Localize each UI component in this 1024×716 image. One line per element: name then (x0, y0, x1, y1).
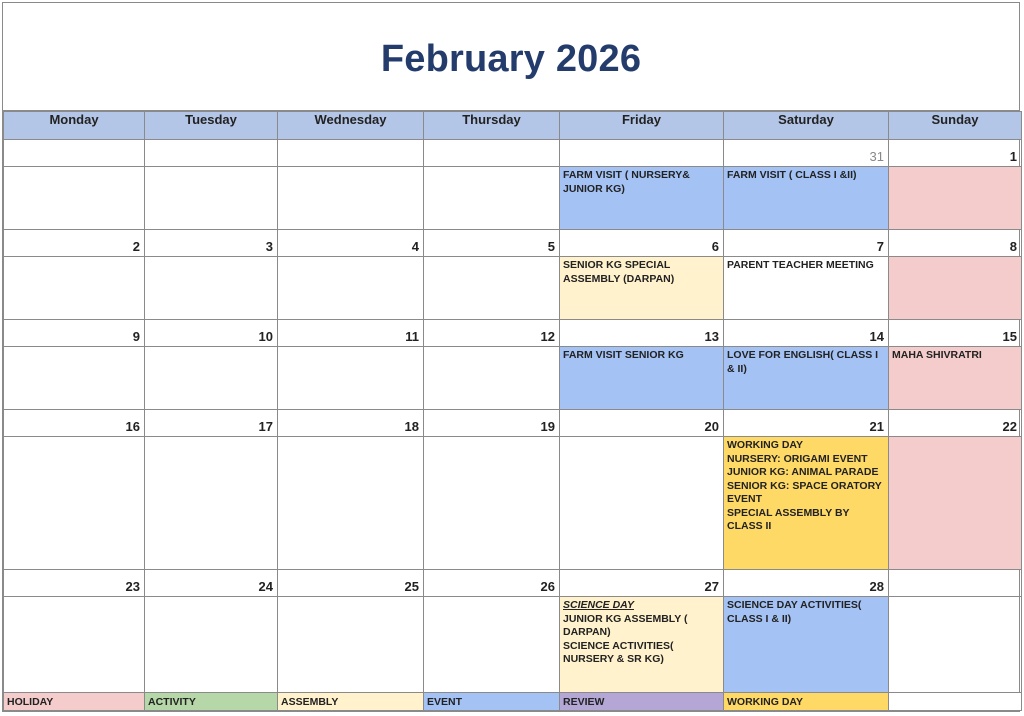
event-line: LOVE FOR ENGLISH( CLASS I & II) (727, 349, 879, 375)
week-1-events (4, 167, 1022, 230)
date-cell (724, 410, 889, 437)
event-text (724, 437, 888, 536)
event-text (145, 437, 277, 441)
date-cell (4, 140, 145, 167)
event-cell (889, 597, 1022, 693)
date-cell (889, 320, 1022, 347)
date-cell (145, 320, 278, 347)
date-cell (560, 570, 724, 597)
event-cell (424, 437, 560, 570)
event-line: SENIOR KG SPECIAL ASSEMBLY (DARPAN) (563, 259, 675, 285)
event-cell (4, 257, 145, 320)
event-text (424, 257, 559, 261)
event-text (560, 347, 723, 365)
calendar-grid (3, 111, 1022, 711)
event-cell (889, 437, 1022, 570)
event-text (724, 347, 888, 378)
week-4-dates (4, 410, 1022, 437)
event-line: FARM VISIT ( NURSERY& JUNIOR KG) (563, 169, 690, 195)
date-number: 2 (132, 239, 140, 254)
event-cell (724, 167, 889, 230)
event-text (424, 347, 559, 351)
date-cell (724, 140, 889, 167)
date-number: 19 (540, 419, 555, 434)
event-text (560, 257, 723, 288)
date-number: 14 (869, 329, 884, 344)
event-cell (724, 597, 889, 693)
date-number: 27 (704, 579, 719, 594)
event-cell (145, 437, 278, 570)
date-cell (724, 230, 889, 257)
date-number: 26 (540, 579, 555, 594)
event-cell (278, 257, 424, 320)
date-number: 8 (1009, 239, 1017, 254)
date-cell (278, 140, 424, 167)
event-cell (4, 347, 145, 410)
event-text (278, 437, 423, 441)
event-line: JUNIOR KG ASSEMBLY ( DARPAN) (563, 612, 688, 638)
date-cell (424, 410, 560, 437)
event-cell (424, 167, 560, 230)
date-number: 17 (258, 419, 273, 434)
date-number: 10 (258, 329, 273, 344)
legend-assembly: ASSEMBLY (278, 693, 424, 711)
event-cell (424, 257, 560, 320)
date-cell (145, 570, 278, 597)
event-text (424, 597, 559, 601)
event-cell (424, 597, 560, 693)
week-5-events (4, 597, 1022, 693)
event-cell (724, 257, 889, 320)
event-cell (560, 257, 724, 320)
date-cell (145, 230, 278, 257)
event-cell (145, 597, 278, 693)
event-text (278, 257, 423, 261)
date-number: 1 (1009, 149, 1017, 164)
date-number: 20 (704, 419, 719, 434)
date-cell (889, 140, 1022, 167)
date-number: 3 (265, 239, 273, 254)
event-text (4, 257, 144, 261)
event-text (560, 597, 723, 669)
week-5-dates (4, 570, 1022, 597)
event-line: SCIENCE ACTIVITIES( NURSERY & SR KG) (563, 639, 674, 665)
event-cell (560, 347, 724, 410)
event-cell (145, 167, 278, 230)
calendar-sheet (2, 2, 1020, 712)
event-text (4, 597, 144, 601)
event-text (145, 597, 277, 601)
date-number: 23 (125, 579, 140, 594)
event-line: PARENT TEACHER MEETING (727, 259, 874, 271)
event-line: SCIENCE DAY ACTIVITIES( CLASS I & II) (727, 599, 862, 625)
event-text (889, 257, 1021, 261)
event-cell (424, 347, 560, 410)
weekday-header-row (4, 112, 1022, 140)
date-cell (4, 410, 145, 437)
weekday-sunday: Sunday (889, 112, 1022, 140)
date-number: 5 (547, 239, 555, 254)
event-cell (145, 347, 278, 410)
event-cell (4, 437, 145, 570)
date-cell (560, 140, 724, 167)
weekday-tuesday: Tuesday (145, 112, 278, 140)
event-cell (560, 597, 724, 693)
event-cell (278, 597, 424, 693)
week-2-events (4, 257, 1022, 320)
event-text (4, 437, 144, 441)
event-text (424, 437, 559, 441)
legend-row (4, 693, 1022, 711)
event-line: SPECIAL ASSEMBLY BY CLASS II (727, 506, 850, 532)
event-text (424, 167, 559, 171)
date-number: 16 (125, 419, 140, 434)
date-cell (4, 230, 145, 257)
date-cell (4, 320, 145, 347)
event-text (145, 167, 277, 171)
weekday-friday: Friday (560, 112, 724, 140)
date-cell (4, 570, 145, 597)
event-text (4, 167, 144, 171)
event-cell (724, 347, 889, 410)
date-cell (145, 140, 278, 167)
event-text (724, 167, 888, 185)
date-number: 7 (876, 239, 884, 254)
event-line: NURSERY: ORIGAMI EVENT (727, 452, 868, 465)
event-text (889, 597, 1021, 601)
date-number: 15 (1002, 329, 1017, 344)
week-2-dates (4, 230, 1022, 257)
date-number: 31 (869, 149, 884, 164)
event-text (560, 437, 723, 441)
week-3-events (4, 347, 1022, 410)
event-text (724, 597, 888, 628)
event-line: SENIOR KG: SPACE ORATORY EVENT (727, 479, 882, 505)
event-cell (278, 167, 424, 230)
event-cell (889, 347, 1022, 410)
week-4-events (4, 437, 1022, 570)
date-cell (424, 570, 560, 597)
event-line: WORKING DAY (727, 439, 804, 451)
date-number: 6 (711, 239, 719, 254)
event-text (278, 597, 423, 601)
event-cell (889, 167, 1022, 230)
date-cell (889, 570, 1022, 597)
date-cell (724, 570, 889, 597)
date-cell (560, 230, 724, 257)
date-number: 4 (411, 239, 419, 254)
legend-empty (889, 693, 1022, 711)
weekday-monday: Monday (4, 112, 145, 140)
date-cell (278, 320, 424, 347)
event-text (889, 167, 1021, 171)
date-cell (424, 320, 560, 347)
event-cell (560, 437, 724, 570)
event-line: MAHA SHIVRATRI (892, 349, 982, 361)
event-text (278, 347, 423, 351)
title-area (3, 3, 1019, 111)
date-number: 22 (1002, 419, 1017, 434)
date-number: 25 (404, 579, 419, 594)
date-cell (278, 230, 424, 257)
event-text (889, 347, 1021, 365)
event-text (724, 257, 888, 275)
calendar-body (4, 140, 1022, 711)
weekday-thursday: Thursday (424, 112, 560, 140)
event-text (145, 257, 277, 261)
event-text (560, 167, 723, 198)
event-cell (724, 437, 889, 570)
event-line: FARM VISIT ( CLASS I &II) (727, 169, 857, 181)
date-number: 21 (869, 419, 884, 434)
event-cell (145, 257, 278, 320)
date-number: 18 (404, 419, 419, 434)
legend-working-day: WORKING DAY (724, 693, 889, 711)
date-number: 11 (405, 329, 419, 344)
legend-holiday: HOLIDAY (4, 693, 145, 711)
event-cell (560, 167, 724, 230)
event-text (145, 347, 277, 351)
event-cell (889, 257, 1022, 320)
date-cell (560, 410, 724, 437)
legend-review: REVIEW (560, 693, 724, 711)
event-text (278, 167, 423, 171)
date-number: 24 (258, 579, 273, 594)
date-cell (560, 320, 724, 347)
event-cell (4, 597, 145, 693)
date-cell (424, 140, 560, 167)
date-cell (278, 570, 424, 597)
event-cell (278, 437, 424, 570)
event-text (889, 437, 1021, 441)
week-1-dates (4, 140, 1022, 167)
event-cell (4, 167, 145, 230)
date-cell (145, 410, 278, 437)
date-cell (724, 320, 889, 347)
date-cell (278, 410, 424, 437)
calendar-title: February 2026 (380, 38, 642, 80)
event-line: FARM VISIT SENIOR KG (563, 349, 684, 361)
date-cell (424, 230, 560, 257)
date-number: 9 (132, 329, 140, 344)
week-3-dates (4, 320, 1022, 347)
date-number: 28 (869, 579, 884, 594)
weekday-saturday: Saturday (724, 112, 889, 140)
date-number: 12 (540, 329, 555, 344)
event-cell (278, 347, 424, 410)
legend-activity: ACTIVITY (145, 693, 278, 711)
weekday-wednesday: Wednesday (278, 112, 424, 140)
event-text (4, 347, 144, 351)
event-line: SCIENCE DAY (563, 599, 634, 611)
event-line: JUNIOR KG: ANIMAL PARADE (727, 466, 879, 478)
date-number: 13 (704, 329, 719, 344)
date-cell (889, 230, 1022, 257)
date-cell (889, 410, 1022, 437)
legend-event: EVENT (424, 693, 560, 711)
